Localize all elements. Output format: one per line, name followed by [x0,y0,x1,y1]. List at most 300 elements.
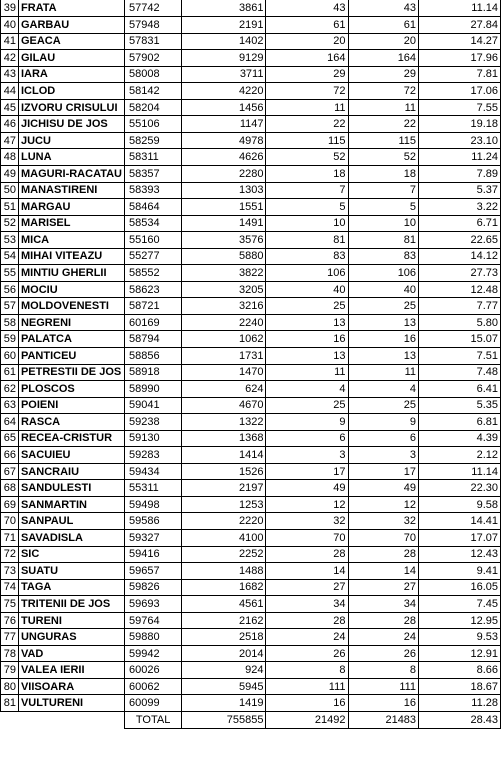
locality-name: MOCIU [18,281,124,298]
percent-value: 12.48 [419,281,501,298]
percent-value: 15.07 [419,331,501,348]
percent-value: 22.65 [419,232,501,249]
row-number: 42 [1,50,19,67]
percent-value: 7.89 [419,165,501,182]
row-number: 60 [1,347,19,364]
table-row [1,66,501,83]
percent-value: 18.67 [419,678,501,695]
population-value: 2240 [182,314,266,331]
count-value-2: 16 [348,695,419,712]
row-number: 51 [1,199,19,216]
percent-value: 22.30 [419,480,501,497]
locality-name: JUCU [18,132,124,149]
count-value: 115 [266,132,348,149]
locality-name: SANPAUL [18,513,124,530]
locality-code: 55160 [125,232,182,249]
row-number: 75 [1,596,19,613]
locality-name: MANASTIRENI [18,182,124,199]
count-value: 20 [266,33,348,50]
table-row [1,149,501,166]
row-number: 57 [1,298,19,315]
percent-value: 3.22 [419,199,501,216]
row-number: 56 [1,281,19,298]
row-number: 69 [1,496,19,513]
population-value: 3822 [182,265,266,282]
locality-name: TURENI [18,612,124,629]
population-value: 1491 [182,215,266,232]
locality-code: 58856 [125,347,182,364]
locality-name: LUNA [18,149,124,166]
count-value-2: 32 [348,513,419,530]
locality-code: 58721 [125,298,182,315]
table-row [1,364,501,381]
population-value: 1551 [182,199,266,216]
locality-code: 57742 [125,0,182,17]
count-value-2: 20 [348,33,419,50]
count-value: 11 [266,99,348,116]
row-number: 62 [1,381,19,398]
count-value-2: 10 [348,215,419,232]
locality-name: PANTICEU [18,347,124,364]
locality-code: 59327 [125,530,182,547]
population-value: 1526 [182,463,266,480]
locality-code: 60062 [125,678,182,695]
locality-code: 55106 [125,116,182,133]
percent-value: 5.80 [419,314,501,331]
count-value-2: 43 [348,0,419,17]
row-number: 79 [1,662,19,679]
locality-code: 58794 [125,331,182,348]
count-value-2: 3 [348,447,419,464]
population-value: 4978 [182,132,266,149]
table-row [1,83,501,100]
locality-code: 59764 [125,612,182,629]
count-value: 52 [266,149,348,166]
locality-name: VULTURENI [18,695,124,712]
population-value: 2518 [182,629,266,646]
count-value-2: 13 [348,314,419,331]
population-value: 5945 [182,678,266,695]
population-value: 1731 [182,347,266,364]
locality-name: SANDULESTI [18,480,124,497]
row-number: 76 [1,612,19,629]
count-value: 12 [266,496,348,513]
percent-value: 7.77 [419,298,501,315]
count-value: 28 [266,546,348,563]
count-value-2: 26 [348,645,419,662]
locality-code: 58357 [125,165,182,182]
locality-code: 58552 [125,265,182,282]
table-row [1,397,501,414]
count-value-2: 22 [348,116,419,133]
percent-value: 6.71 [419,215,501,232]
total-value: 21483 [348,712,419,729]
row-number: 72 [1,546,19,563]
count-value: 81 [266,232,348,249]
table-row [1,496,501,513]
percent-value: 14.27 [419,33,501,50]
population-value: 1303 [182,182,266,199]
table-row [1,314,501,331]
row-number: 55 [1,265,19,282]
count-value-2: 61 [348,17,419,34]
count-value: 14 [266,563,348,580]
row-number: 81 [1,695,19,712]
population-value: 4626 [182,149,266,166]
locality-code: 59880 [125,629,182,646]
percent-value: 7.51 [419,347,501,364]
table-row [1,165,501,182]
locality-code: 57948 [125,17,182,34]
population-value: 1456 [182,99,266,116]
locality-name: MINTIU GHERLII [18,265,124,282]
table-row [1,563,501,580]
count-value: 9 [266,414,348,431]
table-row [1,430,501,447]
row-number: 74 [1,579,19,596]
population-value: 1488 [182,563,266,580]
count-value-2: 70 [348,530,419,547]
count-value: 13 [266,314,348,331]
count-value: 43 [266,0,348,17]
row-number: 65 [1,430,19,447]
row-number: 43 [1,66,19,83]
row-number: 78 [1,645,19,662]
row-number: 66 [1,447,19,464]
locality-name: TAGA [18,579,124,596]
total-value: 755855 [182,712,266,729]
count-value-2: 11 [348,364,419,381]
locality-name: POIENI [18,397,124,414]
count-value-2: 5 [348,199,419,216]
locality-name: VAD [18,645,124,662]
locality-name: VIISOARA [18,678,124,695]
locality-code: 58918 [125,364,182,381]
locality-name: UNGURAS [18,629,124,646]
table-row [1,215,501,232]
locality-code: 57831 [125,33,182,50]
population-value: 1368 [182,430,266,447]
percent-value: 11.14 [419,463,501,480]
locality-name: JICHISU DE JOS [18,116,124,133]
table-body [1,0,501,728]
percent-value: 8.66 [419,662,501,679]
count-value-2: 81 [348,232,419,249]
population-value: 924 [182,662,266,679]
count-value: 7 [266,182,348,199]
count-value: 8 [266,662,348,679]
count-value-2: 12 [348,496,419,513]
population-value: 1419 [182,695,266,712]
count-value: 106 [266,265,348,282]
count-value: 11 [266,364,348,381]
locality-name: PETRESTII DE JOS [18,364,124,381]
locality-code: 58990 [125,381,182,398]
count-value: 25 [266,397,348,414]
population-value: 2220 [182,513,266,530]
population-value: 3711 [182,66,266,83]
locality-name: MICA [18,232,124,249]
count-value-2: 24 [348,629,419,646]
locality-name: MAGURI-RACATAU [18,165,124,182]
count-value-2: 111 [348,678,419,695]
count-value: 26 [266,645,348,662]
count-value-2: 72 [348,83,419,100]
table-row [1,199,501,216]
row-number: 45 [1,99,19,116]
count-value: 29 [266,66,348,83]
count-value: 40 [266,281,348,298]
locality-code: 58204 [125,99,182,116]
locality-code: 58623 [125,281,182,298]
locality-code: 58259 [125,132,182,149]
table-row [1,414,501,431]
table-row [1,232,501,249]
count-value-2: 9 [348,414,419,431]
total-value: 28.43 [419,712,501,729]
population-value: 3205 [182,281,266,298]
count-value: 16 [266,695,348,712]
population-value: 1062 [182,331,266,348]
percent-value: 9.53 [419,629,501,646]
count-value: 164 [266,50,348,67]
count-value: 10 [266,215,348,232]
count-value: 6 [266,430,348,447]
count-value: 70 [266,530,348,547]
percent-value: 7.81 [419,66,501,83]
table-row [1,281,501,298]
count-value-2: 4 [348,381,419,398]
locality-code: 58534 [125,215,182,232]
locality-name: ICLOD [18,83,124,100]
locality-code: 60169 [125,314,182,331]
locality-name: MARGAU [18,199,124,216]
row-number: 53 [1,232,19,249]
count-value-2: 11 [348,99,419,116]
locality-code: 59130 [125,430,182,447]
count-value: 22 [266,116,348,133]
population-value: 3861 [182,0,266,17]
population-value: 4100 [182,530,266,547]
count-value-2: 52 [348,149,419,166]
locality-code: 59942 [125,645,182,662]
count-value: 3 [266,447,348,464]
population-value: 2162 [182,612,266,629]
count-value: 72 [266,83,348,100]
row-number: 64 [1,414,19,431]
percent-value: 27.73 [419,265,501,282]
count-value: 32 [266,513,348,530]
population-value: 3576 [182,232,266,249]
table-row [1,546,501,563]
locality-name: RECEA-CRISTUR [18,430,124,447]
count-value: 13 [266,347,348,364]
row-number: 54 [1,248,19,265]
table-row [1,182,501,199]
locality-code: 59826 [125,579,182,596]
locality-code: 58393 [125,182,182,199]
locality-name: SANMARTIN [18,496,124,513]
count-value: 49 [266,480,348,497]
percent-value: 12.43 [419,546,501,563]
table-row [1,132,501,149]
count-value: 4 [266,381,348,398]
table-row [1,629,501,646]
table-row [1,662,501,679]
population-value: 2014 [182,645,266,662]
count-value-2: 17 [348,463,419,480]
locality-name: PLOSCOS [18,381,124,398]
percent-value: 19.18 [419,116,501,133]
locality-code: 58311 [125,149,182,166]
locality-code: 59657 [125,563,182,580]
count-value-2: 83 [348,248,419,265]
total-row [1,712,501,729]
table-row [1,463,501,480]
population-value: 5880 [182,248,266,265]
locality-code: 59498 [125,496,182,513]
row-number: 70 [1,513,19,530]
locality-name: SAVADISLA [18,530,124,547]
row-number: 73 [1,563,19,580]
table-row [1,50,501,67]
percent-value: 6.81 [419,414,501,431]
locality-name: NEGRENI [18,314,124,331]
table-row [1,513,501,530]
count-value-2: 25 [348,397,419,414]
population-value: 4670 [182,397,266,414]
row-number: 59 [1,331,19,348]
row-number: 77 [1,629,19,646]
row-number: 80 [1,678,19,695]
percent-value: 14.41 [419,513,501,530]
row-number: 50 [1,182,19,199]
table-row [1,33,501,50]
locality-name: GARBAU [18,17,124,34]
row-number: 58 [1,314,19,331]
table-row [1,447,501,464]
row-number: 63 [1,397,19,414]
population-value: 2191 [182,17,266,34]
row-number: 61 [1,364,19,381]
count-value-2: 49 [348,480,419,497]
total-value: 21492 [266,712,348,729]
row-number: 48 [1,149,19,166]
locality-code: 59041 [125,397,182,414]
locality-name: SANCRAIU [18,463,124,480]
count-value: 28 [266,612,348,629]
percent-value: 11.24 [419,149,501,166]
row-number: 71 [1,530,19,547]
locality-name: VALEA IERII [18,662,124,679]
table-row [1,99,501,116]
row-number: 47 [1,132,19,149]
locality-name: IARA [18,66,124,83]
percent-value: 9.41 [419,563,501,580]
population-value: 9129 [182,50,266,67]
count-value-2: 164 [348,50,419,67]
table-row [1,0,501,17]
locality-code: 57902 [125,50,182,67]
percent-value: 23.10 [419,132,501,149]
table-row [1,116,501,133]
count-value-2: 29 [348,66,419,83]
locality-code: 58142 [125,83,182,100]
percent-value: 2.12 [419,447,501,464]
population-value: 1147 [182,116,266,133]
percent-value: 27.84 [419,17,501,34]
locality-name: SIC [18,546,124,563]
percent-value: 11.28 [419,695,501,712]
count-value: 16 [266,331,348,348]
table-row [1,248,501,265]
population-value: 2197 [182,480,266,497]
locality-name: RASCA [18,414,124,431]
population-value: 2252 [182,546,266,563]
count-value-2: 13 [348,347,419,364]
table-row [1,347,501,364]
percent-value: 5.35 [419,397,501,414]
locality-code: 55311 [125,480,182,497]
table-row [1,612,501,629]
population-value: 4220 [182,83,266,100]
percent-value: 5.37 [419,182,501,199]
count-value: 5 [266,199,348,216]
table-row [1,579,501,596]
population-value: 4561 [182,596,266,613]
count-value-2: 14 [348,563,419,580]
locality-code: 60099 [125,695,182,712]
percent-value: 7.48 [419,364,501,381]
row-number: 52 [1,215,19,232]
count-value-2: 115 [348,132,419,149]
row-number: 46 [1,116,19,133]
percent-value: 14.12 [419,248,501,265]
percent-value: 9.58 [419,496,501,513]
count-value: 34 [266,596,348,613]
row-number: 41 [1,33,19,50]
percent-value: 4.39 [419,430,501,447]
percent-value: 12.91 [419,645,501,662]
percent-value: 11.14 [419,0,501,17]
count-value-2: 40 [348,281,419,298]
locality-code: 59434 [125,463,182,480]
table-row [1,596,501,613]
count-value-2: 8 [348,662,419,679]
percent-value: 17.96 [419,50,501,67]
population-value: 3216 [182,298,266,315]
locality-code: 59283 [125,447,182,464]
population-value: 1682 [182,579,266,596]
count-value-2: 27 [348,579,419,596]
row-number: 68 [1,480,19,497]
percent-value: 12.95 [419,612,501,629]
locality-name: MIHAI VITEAZU [18,248,124,265]
population-value: 1253 [182,496,266,513]
locality-name: PALATCA [18,331,124,348]
percent-value: 7.55 [419,99,501,116]
total-spacer [1,712,125,729]
table-row [1,645,501,662]
table-row [1,265,501,282]
row-number: 40 [1,17,19,34]
table-row [1,298,501,315]
locality-code: 59586 [125,513,182,530]
count-value-2: 106 [348,265,419,282]
count-value: 111 [266,678,348,695]
table-row [1,331,501,348]
count-value: 25 [266,298,348,315]
